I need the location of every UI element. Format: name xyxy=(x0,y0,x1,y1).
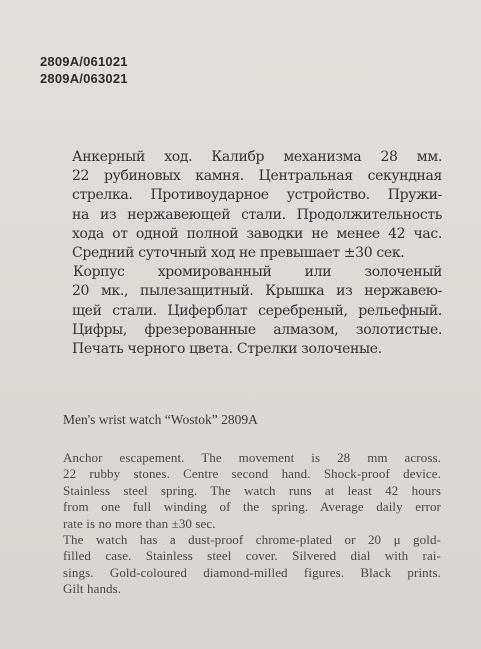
english-line: Stainless steel spring. The watch runs at least 42 hours xyxy=(63,482,441,498)
russian-line: хода от одной полной заводки не менее 42 час. xyxy=(72,225,442,242)
russian-line: Корпус хромированный или золоченый xyxy=(73,264,442,281)
russian-line: Печать черного цвета. Стрелки золоченые. xyxy=(72,341,382,358)
english-line: The watch has a dust-proof chrome-plated or 20 μ gold- xyxy=(63,532,441,548)
english-line: from one full winding of the spring. Average daily error xyxy=(63,499,441,515)
model-code: 2809A/061021 xyxy=(40,54,128,69)
english-line: filled case. Stainless steel cover. Silvered dial with rai- xyxy=(63,548,441,564)
russian-line: на из нержавеющей стали. Продолжительность xyxy=(72,206,442,223)
english-line: Gilt hands. xyxy=(63,581,122,597)
russian-line: щей стали. Циферблат серебреный, рельефный. xyxy=(72,302,442,319)
russian-line: Цифры, фрезерованные алмазом, золотистые. xyxy=(72,321,442,338)
russian-line: 22 рубиновых камня. Центральная секундная xyxy=(72,168,442,185)
russian-description xyxy=(72,148,442,359)
english-line: sings. Gold-coloured diamond-milled figures. Black prints. xyxy=(63,564,441,580)
russian-line: стрелка. Противоударное устройство. Пружи- xyxy=(72,187,442,204)
english-description xyxy=(63,450,441,598)
russian-line: Средний суточный ход не превышает ±30 сек. xyxy=(72,245,405,262)
russian-line: 20 мк., пылезащитный. Крышка из нержавею- xyxy=(72,283,442,300)
model-code: 2809A/063021 xyxy=(40,71,128,86)
russian-line: Анкерный ход. Калибр механизма 28 мм. xyxy=(72,149,442,165)
english-line: 22 rubby stones. Centre second hand. Shock-proof device. xyxy=(63,466,441,482)
model-codes xyxy=(40,53,128,87)
english-title: Men's wrist watch “Wostok” 2809A xyxy=(63,412,258,427)
english-line: rate is no more than ±30 sec. xyxy=(63,515,216,531)
english-line: Anchor escapement. The movement is 28 mm across. xyxy=(63,450,441,465)
